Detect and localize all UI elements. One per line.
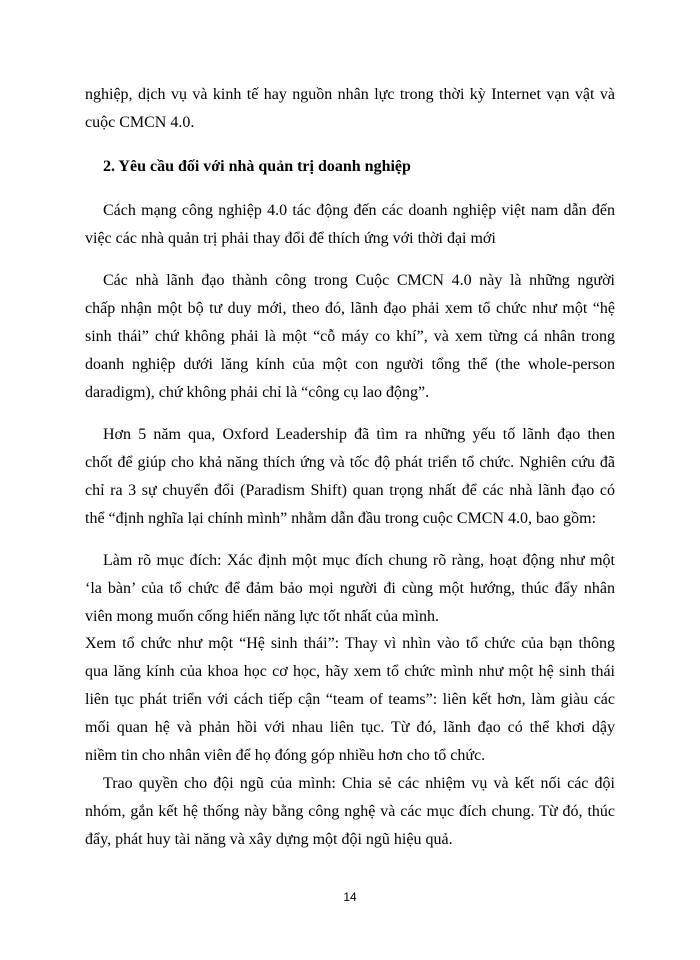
paragraph-line: mối quan hệ và phản hồi với nhau liên tục. Từ đó, lãnh đạo có thể khơi dậy: [85, 719, 615, 736]
paragraph-line: daradigm), chứ không phải chỉ là “công cụ lao động”.: [85, 384, 430, 401]
paragraph-line: Trao quyền cho đội ngũ của mình: Chia sẻ các nhiệm vụ và kết nối các đội: [103, 775, 615, 792]
paragraph-line: việc các nhà quản trị phải thay đổi để thích ứng với thời đại mới: [85, 230, 496, 247]
paragraph-line: đẩy, phát huy tài năng và xây dựng một đội ngũ hiệu quả.: [85, 831, 453, 848]
paragraph-line: qua lăng kính của khoa học cơ học, hãy xem tổ chức mình như một hệ sinh thái: [85, 663, 615, 680]
paragraph-line: Các nhà lãnh đạo thành công trong Cuộc CMCN 4.0 này là những người: [103, 272, 615, 289]
continuation-line: nghiệp, dịch vụ và kinh tế hay nguồn nhân lực trong thời kỳ Internet vạn vật và: [85, 86, 615, 103]
continuation-line: cuộc CMCN 4.0.: [85, 114, 195, 131]
paragraph-line: liên tục phát triển với cách tiếp cận “team of teams”: liên kết hơn, làm giàu các: [85, 691, 615, 708]
section-heading: 2. Yêu cầu đối với nhà quản trị doanh nghiệp: [103, 158, 411, 175]
paragraph-line: chỉ ra 3 sự chuyển đổi (Paradism Shift) quan trọng nhất để các nhà lãnh đạo có: [85, 482, 615, 499]
paragraph-line: chấp nhận một bộ tư duy mới, theo đó, lãnh đạo phải xem tổ chức như một “hệ: [85, 300, 615, 317]
paragraph-line: nhóm, gắn kết hệ thống này bằng công nghệ và các mục đích chung. Từ đó, thúc: [85, 803, 615, 820]
paragraph-line: Làm rõ mục đích: Xác định một mục đích chung rõ ràng, hoạt động như một: [103, 552, 615, 569]
paragraph-line: niềm tin cho nhân viên để họ đóng góp nhiều hơn cho tổ chức.: [85, 747, 486, 764]
paragraph-line: Xem tổ chức như một “Hệ sinh thái”: Thay vì nhìn vào tổ chức của bạn thông: [85, 635, 615, 652]
paragraph-line: chốt để giúp cho khả năng thích ứng và tốc độ phát triển tổ chức. Nghiên cứu đã: [85, 454, 615, 471]
paragraph-line: Hơn 5 năm qua, Oxford Leadership đã tìm ra những yếu tố lãnh đạo then: [103, 426, 615, 443]
paragraph-line: Cách mạng công nghiệp 4.0 tác động đến các doanh nghiệp việt nam dẫn đến: [103, 202, 615, 219]
paragraph-line: thể “định nghĩa lại chính mình” nhằm dẫn đầu trong cuộc CMCN 4.0, bao gồm:: [85, 510, 597, 527]
paragraph-line: viên mong muốn cống hiến năng lực tốt nhất của mình.: [85, 608, 439, 625]
paragraph-line: sinh thái” chứ không phải là một “cỗ máy co khí”, và xem từng cá nhân trong: [85, 328, 615, 345]
paragraph-line: ‘la bàn’ của tổ chức để đảm bảo mọi người đi cùng một hướng, thúc đẩy nhân: [85, 580, 615, 597]
paragraph-line: doanh nghiệp dưới lăng kính của một con người tổng thể (the whole-person: [85, 356, 615, 373]
page-number: 14: [343, 890, 357, 904]
